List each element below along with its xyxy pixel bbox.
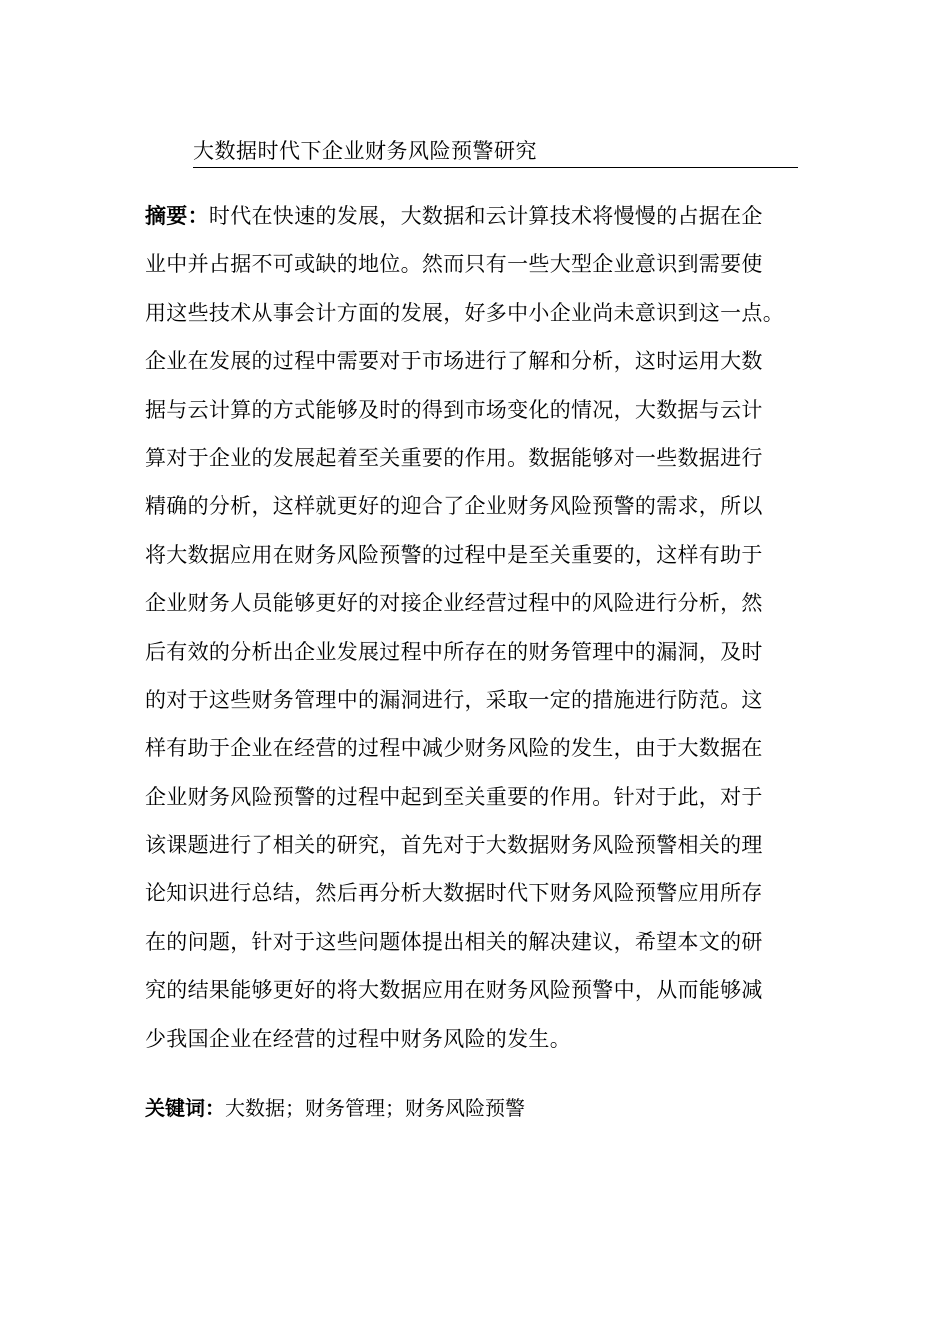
abstract-section: [145, 196, 817, 1067]
abstract-line: 的对于这些财务管理中的漏洞进行，采取一定的措施进行防范。这: [145, 687, 763, 712]
keywords-line: [145, 1088, 525, 1128]
title-underline-block: [193, 136, 798, 168]
abstract-line: 用这些技术从事会计方面的发展，好多中小企业尚未意识到这一点。: [145, 300, 784, 325]
abstract-label: 摘要：: [145, 204, 209, 228]
keywords-text: 大数据；财务管理；财务风险预警: [225, 1096, 525, 1120]
abstract-line: 少我国企业在经营的过程中财务风险的发生。: [145, 1026, 571, 1051]
abstract-line: 企业财务人员能够更好的对接企业经营过程中的风险进行分析，然: [145, 591, 763, 616]
abstract-line: 究的结果能够更好的将大数据应用在财务风险预警中，从而能够减: [145, 978, 763, 1003]
keywords-label: 关键词：: [145, 1096, 225, 1120]
abstract-text: 时代在快速的发展，大数据和云计算技术将慢慢的占据在企: [208, 204, 763, 228]
abstract-line: 将大数据应用在财务风险预警的过程中是至关重要的，这样有助于: [145, 542, 763, 567]
abstract-line: 算对于企业的发展起着至关重要的作用。数据能够对一些数据进行: [145, 445, 763, 470]
abstract-line: 企业在发展的过程中需要对于市场进行了解和分析，这时运用大数: [145, 349, 763, 374]
abstract-line: 企业财务风险预警的过程中起到至关重要的作用。针对于此，对于: [145, 784, 763, 809]
abstract-line: 在的问题，针对于这些问题体提出相关的解决建议，希望本文的研: [145, 929, 763, 954]
abstract-line: 业中并占据不可或缺的地位。然而只有一些大型企业意识到需要使: [145, 252, 763, 277]
document-title: 大数据时代下企业财务风险预警研究: [193, 139, 537, 163]
abstract-line: 后有效的分析出企业发展过程中所存在的财务管理中的漏洞，及时: [145, 639, 763, 664]
abstract-line: 精确的分析，这样就更好的迎合了企业财务风险预警的需求，所以: [145, 494, 763, 519]
abstract-line: 论知识进行总结，然后再分析大数据时代下财务风险预警应用所存: [145, 881, 763, 906]
abstract-line: 据与云计算的方式能够及时的得到市场变化的情况，大数据与云计: [145, 397, 763, 422]
abstract-line: 样有助于企业在经营的过程中减少财务风险的发生，由于大数据在: [145, 736, 763, 761]
abstract-line: [145, 196, 817, 244]
abstract-line: 该课题进行了相关的研究，首先对于大数据财务风险预警相关的理: [145, 833, 763, 858]
